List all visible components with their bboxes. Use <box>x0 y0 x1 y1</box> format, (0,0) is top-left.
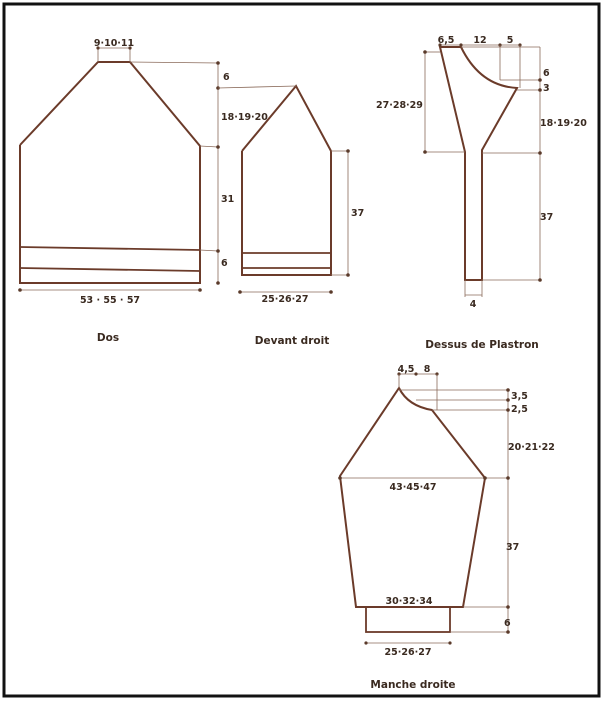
manche-length-label: 37 <box>506 542 520 553</box>
manche-raglan-label: 20·21·22 <box>508 442 555 453</box>
plastron-top-mid-label: 12 <box>473 35 487 46</box>
devant-side-label: 37 <box>351 208 365 219</box>
manche-top-left-label: 4,5 <box>397 364 415 375</box>
devant-piece <box>218 86 364 347</box>
dos-raglan-label: 18·19·20 <box>221 112 268 123</box>
plastron-right-3-label: 3 <box>543 83 550 94</box>
dos-neck-label: 9·10·11 <box>93 38 135 49</box>
plastron-piece <box>376 35 587 351</box>
devant-width-label: 25·26·27 <box>261 294 309 305</box>
plastron-top-right-label: 5 <box>506 35 514 46</box>
manche-piece <box>338 364 555 691</box>
manche-width-top-label: 43·45·47 <box>389 482 437 493</box>
plastron-37-label: 37 <box>540 212 554 223</box>
manche-top-right-label: 8 <box>423 364 431 375</box>
plastron-bottom-label: 4 <box>469 299 477 310</box>
devant-caption: Devant droit <box>254 335 330 347</box>
manche-rib-label: 6 <box>504 618 511 629</box>
plastron-caption: Dessus de Plastron <box>425 339 539 351</box>
dos-side-label: 31 <box>221 194 235 205</box>
manche-width-bottom-label: 30·32·34 <box>385 596 433 607</box>
dos-piece <box>18 38 268 344</box>
dos-rib-label: 6 <box>221 258 228 269</box>
manche-caption: Manche droite <box>370 679 456 691</box>
plastron-top-left-label: 6,5 <box>437 35 455 46</box>
manche-r2-label: 2,5 <box>511 404 528 415</box>
dos-caption: Dos <box>96 332 120 344</box>
manche-r1-label: 3,5 <box>511 391 528 402</box>
manche-rib-width-label: 25·26·27 <box>384 647 432 658</box>
plastron-left-height-label: 27·28·29 <box>376 100 423 111</box>
plastron-right-6-label: 6 <box>543 68 550 79</box>
dos-neck-drop-label: 6 <box>223 72 230 83</box>
plastron-raglan-label: 18·19·20 <box>540 118 587 129</box>
dos-width-label: 53 · 55 · 57 <box>79 295 141 306</box>
